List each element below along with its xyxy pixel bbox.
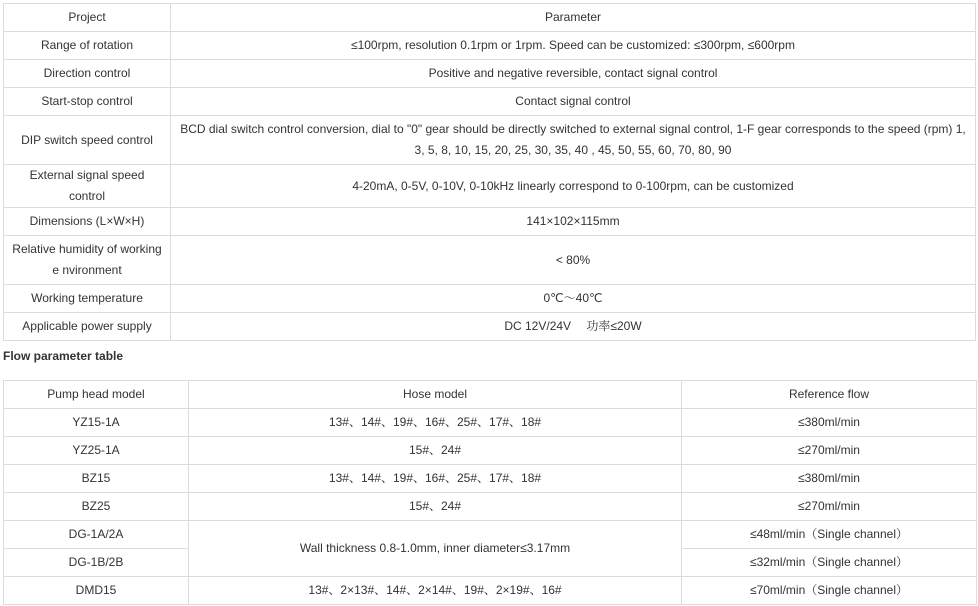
pump-header: Pump head model [4,381,189,409]
parameter-cell: < 80% [171,236,976,285]
table-row [4,285,976,313]
parameter-cell: BCD dial switch control conversion, dial to "0" gear should be directly switched to external signal control, 1-F gear corresponds to the speed (rpm) 1, 3, 5, 8, 10, 15, 20, 25, 30, 35, 40 , 45, 50, 55, 60, 70, 80, 90 [171,116,976,165]
table-row [4,313,976,341]
table-row [4,32,976,60]
parameter-cell: 0℃～40℃ [171,285,976,313]
pump-cell: DG-1A/2A [4,521,189,549]
hose-cell: 13#、14#、19#、16#、25#、17#、18# [189,409,682,437]
section-title: Flow parameter table [3,349,124,363]
table-row [4,577,977,605]
project-cell: Dimensions (L×W×H) [4,208,171,236]
project-cell: DIP switch speed control [4,116,171,165]
table-row [4,208,976,236]
table-row [4,465,977,493]
parameter-cell: ≤100rpm, resolution 0.1rpm or 1rpm. Speed can be customized: ≤300rpm, ≤600rpm [171,32,976,60]
pump-cell: BZ25 [4,493,189,521]
pump-cell: YZ25-1A [4,437,189,465]
parameter-table [3,3,976,341]
project-cell: Direction control [4,60,171,88]
table-row [4,236,976,285]
table-row [4,493,977,521]
table-row [4,116,976,165]
hose-cell: 13#、14#、19#、16#、25#、17#、18# [189,465,682,493]
project-cell: Start-stop control [4,88,171,116]
project-cell: Range of rotation [4,32,171,60]
flow-cell: ≤380ml/min [682,409,977,437]
flow-cell: ≤270ml/min [682,437,977,465]
flow-cell: ≤48ml/min（Single channel） [682,521,977,549]
parameter-cell: 4-20mA, 0-5V, 0-10V, 0-10kHz linearly correspond to 0-100rpm, can be customized [171,165,976,208]
table-row [4,521,977,549]
hose-cell: 15#、24# [189,493,682,521]
flow-cell: ≤32ml/min（Single channel） [682,549,977,577]
project-cell: External signal speed control [4,165,171,208]
flow-parameter-table [3,380,977,605]
flow-cell: ≤380ml/min [682,465,977,493]
parameter-header: Parameter [171,4,976,32]
hose-header: Hose model [189,381,682,409]
parameter-cell: 141×102×115mm [171,208,976,236]
table-row [4,88,976,116]
flow-cell: ≤270ml/min [682,493,977,521]
pump-cell: DG-1B/2B [4,549,189,577]
hose-cell: 13#、2×13#、14#、2×14#、19#、2×19#、16# [189,577,682,605]
project-cell: Working temperature [4,285,171,313]
flow-header: Reference flow [682,381,977,409]
hose-cell: 15#、24# [189,437,682,465]
flow-cell: ≤70ml/min（Single channel） [682,577,977,605]
table-row [4,437,977,465]
hose-cell: Wall thickness 0.8-1.0mm, inner diameter≤3.17mm [189,521,682,577]
project-cell: Relative humidity of working e nvironment [4,236,171,285]
table-row [4,409,977,437]
pump-cell: YZ15-1A [4,409,189,437]
project-cell: Applicable power supply [4,313,171,341]
parameter-cell: DC 12V/24V 功率≤20W [171,313,976,341]
table-row [4,60,976,88]
parameter-cell: Positive and negative reversible, contact signal control [171,60,976,88]
pump-cell: DMD15 [4,577,189,605]
project-header: Project [4,4,171,32]
pump-cell: BZ15 [4,465,189,493]
table-header-row [4,4,976,32]
table-row [4,165,976,208]
parameter-cell: Contact signal control [171,88,976,116]
table-header-row [4,381,977,409]
